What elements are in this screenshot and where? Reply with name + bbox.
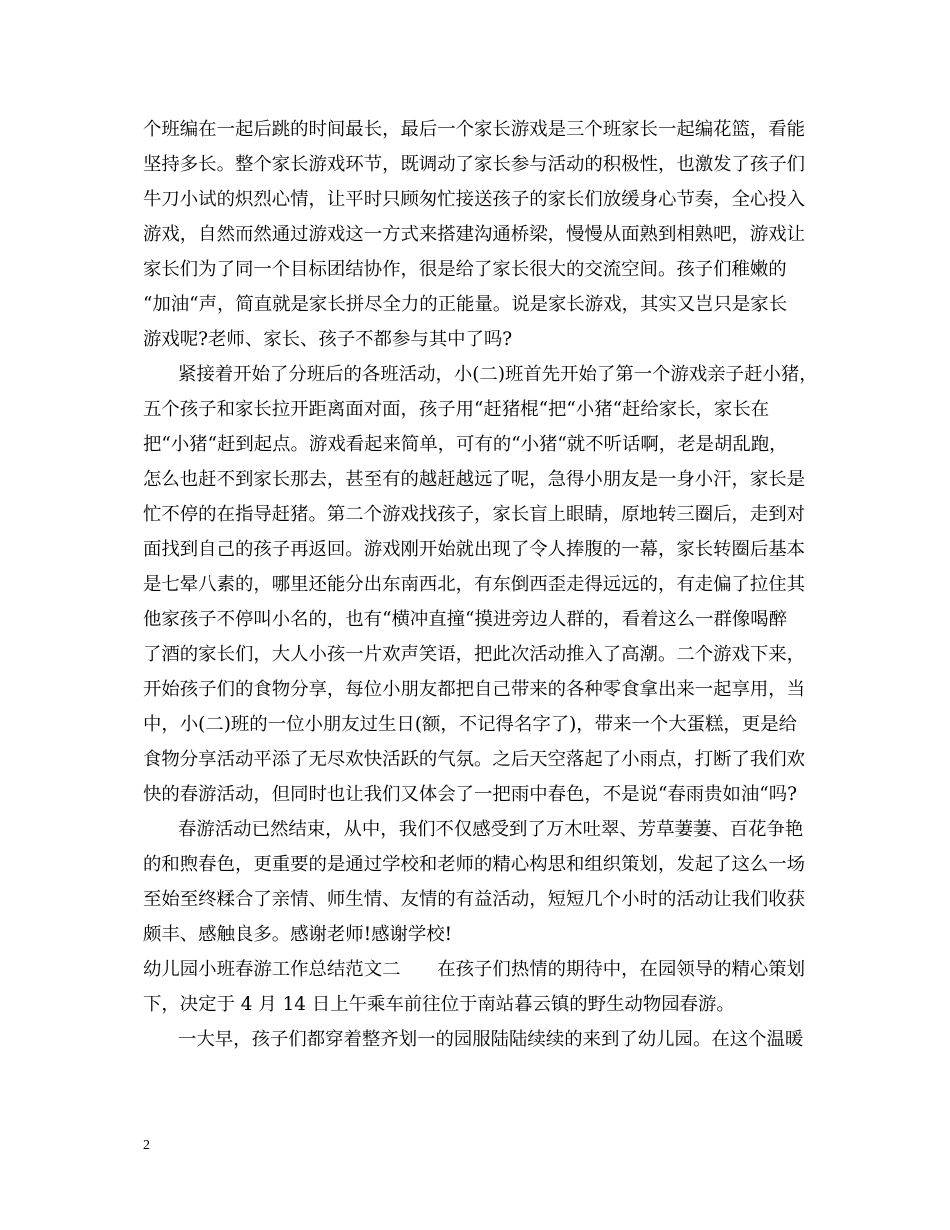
- text-line: 的和煦春色，更重要的是通过学校和老师的精心构思和组织策划，发起了这么一场: [143, 854, 806, 875]
- text-line: 中，小(二)班的一位小朋友过生日(额，不记得名字了)，带来一个大蛋糕，更是给: [143, 714, 797, 735]
- text-line: 怎么也赶不到家长那去，甚至有的越赶越远了呢，急得小朋友是一身小汗，家长是: [143, 469, 806, 490]
- page-number: 2: [143, 1138, 150, 1153]
- text-line: 快的春游活动，但同时也让我们又体会了一把雨中春色，不是说“春雨贵如油“吗?: [143, 784, 797, 805]
- text-line: 下，决定于 4 月 14 日上午乘车前往位于南站暮云镇的野生动物园春游。: [143, 994, 735, 1015]
- text-line: 颇丰、感触良多。感谢老师!感谢学校!: [143, 924, 453, 945]
- paragraph-start-line: 一大早，孩子们都穿着整齐划一的园服陆陆续续的来到了幼儿园。在这个温暖: [178, 1029, 804, 1050]
- text-line: 食物分享活动平添了无尽欢快活跃的气氛。之后天空落起了小雨点，打断了我们欢: [143, 749, 806, 770]
- text-line: 至始至终糅合了亲情、师生情、友情的有益活动，短短几个小时的活动让我们收获: [143, 889, 806, 910]
- paragraph-start-line: 紧接着开始了分班后的各班活动，小(二)班首先开始了第一个游戏亲子赶小猪，: [178, 364, 818, 385]
- text-line: 五个孩子和家长拉开距离面对面，孩子用“赶猪棍“把“小猪“赶给家长，家长在: [143, 399, 770, 420]
- text-line: 游戏，自然而然通过游戏这一方式来搭建沟通桥梁，慢慢从面熟到相熟吧，游戏让: [143, 224, 806, 245]
- text-line: 牛刀小试的炽烈心情，让平时只顾匆忙接送孩子的家长们放缓身心节奏，全心投入: [143, 189, 806, 210]
- text-line: 是七晕八素的，哪里还能分出东南西北，有东倒西歪走得远远的，有走偏了拉住其: [143, 574, 806, 595]
- text-line: 他家孩子不停叫小名的，也有“横冲直撞“摸进旁边人群的，看着这么一群像喝醉: [143, 609, 788, 630]
- text-line: 面找到自己的孩子再返回。游戏刚开始就出现了令人捧腹的一幕，家长转圈后基本: [143, 539, 806, 560]
- text-line: 个班编在一起后跳的时间最长，最后一个家长游戏是三个班家长一起编花篮，看能: [143, 119, 806, 140]
- text-line: 坚持多长。整个家长游戏环节，既调动了家长参与活动的积极性，也激发了孩子们: [143, 154, 806, 175]
- text-line: 忙不停的在指导赶猪。第二个游戏找孩子，家长盲上眼睛，原地转三圈后，走到对: [143, 504, 806, 525]
- text-line: 把“小猪“赶到起点。游戏看起来简单，可有的“小猪“就不听话啊，老是胡乱跑，: [143, 434, 788, 455]
- text-line: 游戏呢?老师、家长、孩子不都参与其中了吗?: [143, 329, 513, 350]
- section-heading-line: 幼儿园小班春游工作总结范文二 在孩子们热情的期待中，在园领导的精心策划: [143, 959, 806, 980]
- text-line: 家长们为了同一个目标团结协作，很是给了家长很大的交流空间。孩子们稚嫩的: [143, 259, 787, 280]
- text-line: “加油“声，简直就是家长拼尽全力的正能量。说是家长游戏，其实又岂只是家长: [143, 294, 788, 315]
- text-line: 了酒的家长们，大人小孩一片欢声笑语，把此次活动推入了高潮。二个游戏下来，: [143, 644, 806, 665]
- text-line: 开始孩子们的食物分享，每位小朋友都把自己带来的各种零食拿出来一起享用，当: [143, 679, 806, 700]
- paragraph-start-line: 春游活动已然结束，从中，我们不仅感受到了万木吐翠、芳草萋萋、百花争艳: [178, 819, 804, 840]
